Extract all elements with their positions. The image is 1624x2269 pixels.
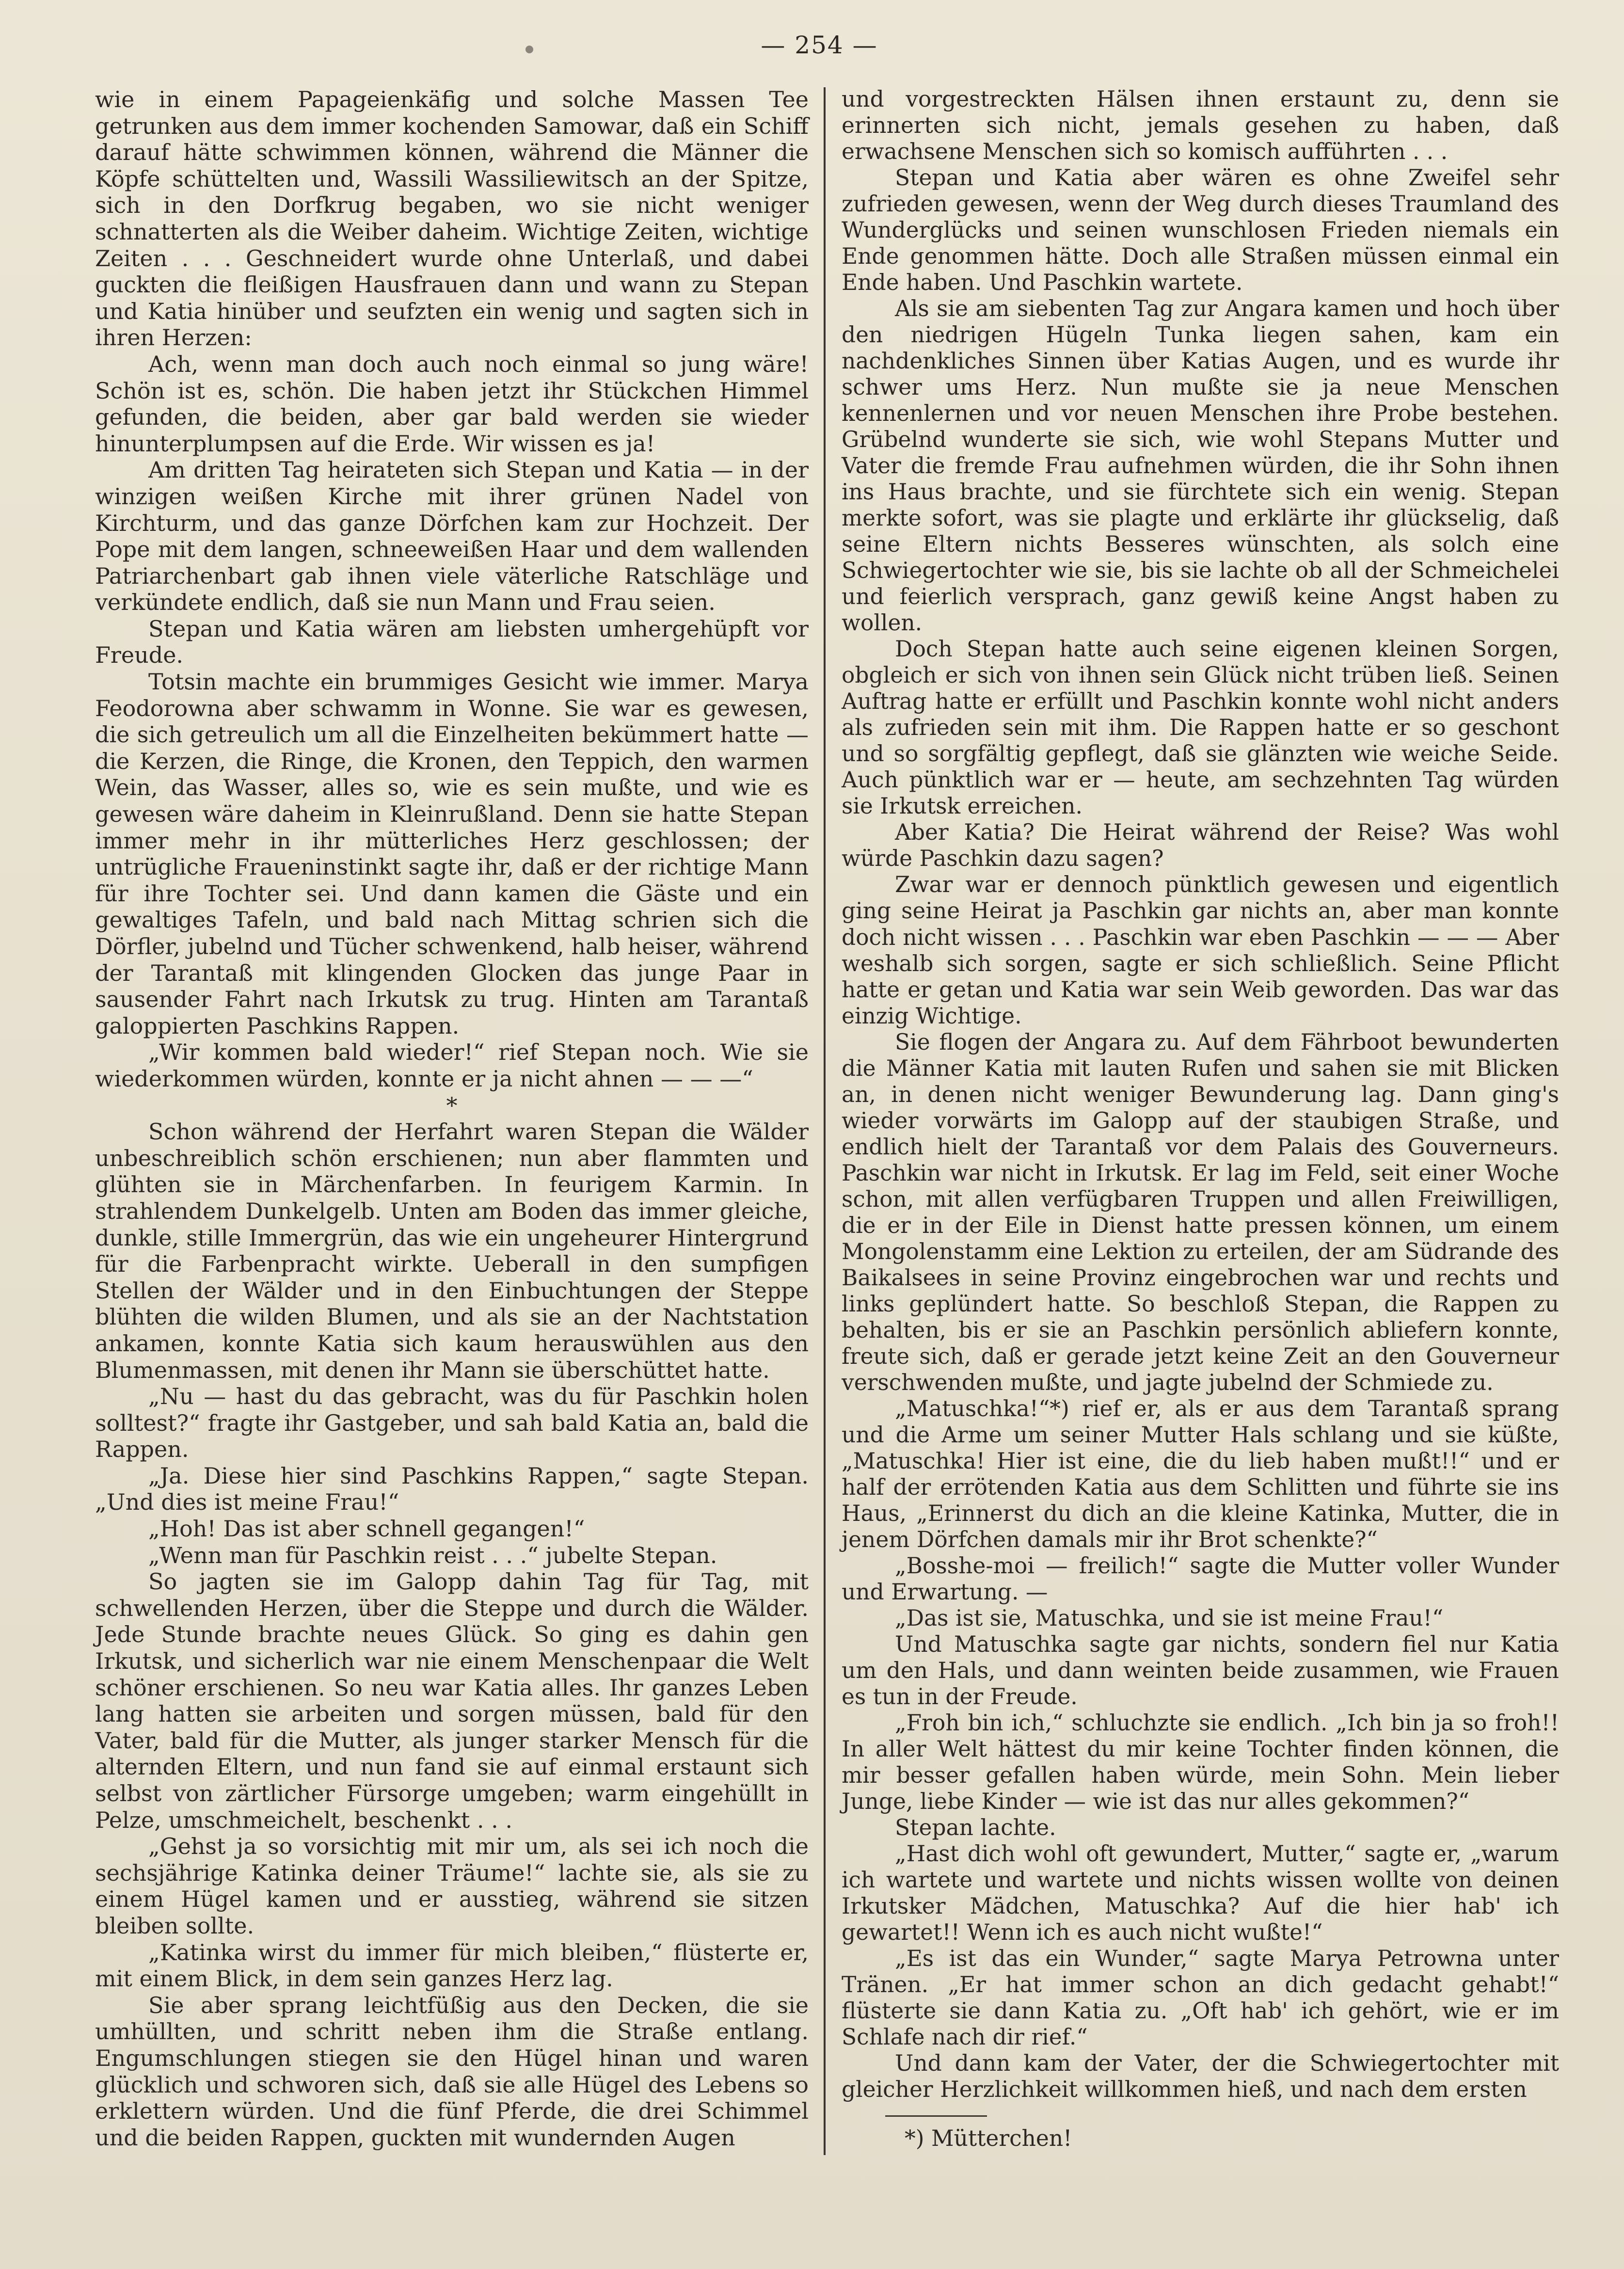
paragraph: Und Matuschka sagte gar nichts, sondern fiel nur Katia um den Hals, und dann weinten beide zusammen, wie Frauen es tun in der Freude.: [842, 1631, 1559, 1710]
paragraph: „Wir kommen bald wieder!“ rief Stepan noch. Wie sie wiederkommen würden, konnte er ja nicht ahnen — — —“: [95, 1039, 809, 1092]
paragraph: „Es ist das ein Wunder,“ sagte Marya Petrowna unter Tränen. „Er hat immer schon an dich gedacht gehabt!“ flüsterte sie dann Katia zu. „Oft hab' ich gehört, wie er im Schlafe nach dir rief.“: [842, 1946, 1559, 2050]
paragraph: wie in einem Papageienkäfig und solche Massen Tee getrunken aus dem immer kochenden Samowar, daß ein Schiff darauf hätte schwimmen können, während die Männer die Köpfe schüttelten und, Wassili Wassiliewitsch an der Spitze, sich in den Dorfkrug begaben, wo sie nicht weniger schnatterten als die Weiber daheim. Wichtige Zeiten, wichtige Zeiten . . . Geschneidert wurde ohne Unterlaß, und dabei guckten die fleißigen Hausfrauen dann und wann zu Stepan und Katia hinüber und seufzten ein wenig und sagten sich in ihren Herzen:: [95, 86, 809, 351]
paragraph: Aber Katia? Die Heirat während der Reise? Was wohl würde Paschkin dazu sagen?: [842, 819, 1559, 872]
right-column-paragraphs: [842, 86, 1559, 2103]
paragraph: und vorgestreckten Hälsen ihnen erstaunt zu, denn sie erinnerten sich nicht, jemals gesehen zu haben, daß erwachsene Menschen sich so komisch aufführten . . .: [842, 86, 1559, 165]
right-column: [842, 86, 1559, 2152]
footnote-rule: [885, 2115, 987, 2117]
paragraph: Stepan und Katia aber wären es ohne Zweifel sehr zufrieden gewesen, wenn der Weg durch dieses Traumland des Wunderglücks und seinen wunschlosen Frieden niemals ein Ende genommen hätte. Doch alle Straßen müssen einmal ein Ende haben. Und Paschkin wartete.: [842, 165, 1559, 296]
paragraph: „Froh bin ich,“ schluchzte sie endlich. „Ich bin ja so froh!! In aller Welt hättest du mir keine Tochter finden können, die mir besser gefallen haben würde, mein Sohn. Mein lieber Junge, liebe Kinder — wie ist das nur alles gekommen?“: [842, 1710, 1559, 1815]
paragraph: Als sie am siebenten Tag zur Angara kamen und hoch über den niedrigen Hügeln Tunka liegen sahen, kam ein nachdenkliches Sinnen über Katias Augen, und es wurde ihr schwer ums Herz. Nun mußte sie ja neue Menschen kennenlernen und vor neuen Menschen ihre Probe bestehen. Grübelnd wunderte sie sich, wie wohl Stepans Mutter und Vater die fremde Frau aufnehmen würden, die ihr Sohn ihnen ins Haus brachte, und sie fürchtete sich ein wenig. Stepan merkte sofort, was sie plagte und erklärte ihr glückselig, daß seine Eltern nichts Besseres wünschten, als solch eine Schwiegertochter wie sie, bis sie lachte ob all der Schmeichelei und feierlich versprach, ganz gewiß keine Angst haben zu wollen.: [842, 296, 1559, 636]
paragraph: Am dritten Tag heirateten sich Stepan und Katia — in der winzigen weißen Kirche mit ihrer grünen Nadel von Kirchturm, und das ganze Dörfchen kam zur Hochzeit. Der Pope mit dem langen, schneeweißen Haar und dem wallenden Patriarchenbart gab ihnen viele väterliche Ratschläge und verkündete endlich, daß sie nun Mann und Frau seien.: [95, 457, 809, 616]
paragraph: „Das ist sie, Matuschka, und sie ist meine Frau!“: [895, 1605, 1444, 1631]
paragraph: Sie flogen der Angara zu. Auf dem Fährboot bewunderten die Männer Katia mit lauten Rufen und sahen sie mit Blicken an, in denen nicht weniger Bewunderung lag. Dann ging's wieder vorwärts im Galopp auf der staubigen Straße, und endlich hielt der Tarantaß vor dem Palais des Gouverneurs. Paschkin war nicht in Irkutsk. Er lag im Feld, seit einer Woche schon, mit allen verfügbaren Truppen und allen Freiwilligen, die er in der Eile in Dienst hatte pressen können, um einem Mongolenstamm eine Lektion zu erteilen, der am Südrande des Baikalsees in seine Provinz eingebrochen war und rechts und links geplündert hatte. So beschloß Stepan, die Rappen zu behalten, bis er sie an Paschkin persönlich abliefern konnte, freute sich, daß er gerade jetzt keine Zeit an den Gouverneur verschwenden mußte, und jagte jubelnd der Schmiede zu.: [842, 1029, 1559, 1395]
paragraph: „Ja. Diese hier sind Paschkins Rappen,“ sagte Stepan. „Und dies ist meine Frau!“: [95, 1462, 809, 1516]
column-divider: [824, 87, 826, 2155]
section-separator: *: [446, 1092, 458, 1119]
paragraph: „Gehst ja so vorsichtig mit mir um, als sei ich noch die sechsjährige Katinka deiner Träume!“ lachte sie, als sie zu einem Hügel kamen und er ausstieg, während sie sitzen bleiben sollte.: [95, 1833, 809, 1939]
paragraph: „Hoh! Das ist aber schnell gegangen!“: [148, 1516, 585, 1542]
paragraph: Schon während der Herfahrt waren Stepan die Wälder unbeschreiblich schön erschienen; nun aber flammten und glühten sie in Märchenfarben. In feurigem Karmin. In strahlendem Dunkelgelb. Unten am Boden das immer gleiche, dunkle, stille Immergrün, das wie ein ungeheurer Hintergrund für die Farbenpracht wirkte. Ueberall in den sumpfigen Stellen der Wälder und in den Einbuchtungen der Steppe blühten die wilden Blumen, und als sie an der Nachtstation ankamen, konnte Katia sich kaum herauswühlen aus den Blumenmassen, mit denen ihr Mann sie überschüttet hatte.: [95, 1119, 809, 1383]
paragraph: Zwar war er dennoch pünktlich gewesen und eigentlich ging seine Heirat ja Paschkin gar nichts an, aber man konnte doch nicht wissen . . . Paschkin war eben Paschkin — — — Aber weshalb sich sorgen, sagte er sich schließlich. Seine Pflicht hatte er getan und Katia war sein Weib geworden. Das war das einzig Wichtige.: [842, 872, 1559, 1029]
paragraph: „Hast dich wohl oft gewundert, Mutter,“ sagte er, „warum ich wartete und wartete und nichts wissen wollte von deinen Irkutsker Mädchen, Matuschka? Auf die hier hab' ich gewartet!! Wenn ich es auch nicht wußte!“: [842, 1841, 1559, 1946]
paragraph: „Bosshe-moi — freilich!“ sagte die Mutter voller Wunder und Erwartung. —: [842, 1552, 1559, 1605]
paragraph: Stepan lachte.: [895, 1815, 1056, 1841]
paragraph: „Matuschka!“*) rief er, als er aus dem Tarantaß sprang und die Arme um seiner Mutter Hals schlang und sie küßte, „Matuschka! Hier ist eine, die du lieb haben mußt!!“ und er half der errötenden Katia aus dem Schlitten und führte sie ins Haus, „Erinnerst du dich an die kleine Katinka, Mutter, die in jenem Dörfchen damals mir ihr Brot schenkte?“: [842, 1395, 1559, 1552]
paragraph: „Nu — hast du das gebracht, was du für Paschkin holen solltest?“ fragte ihr Gastgeber, und sah bald Katia an, bald die Rappen.: [95, 1383, 809, 1463]
ink-dot: [525, 46, 533, 53]
paragraph: Sie aber sprang leichtfüßig aus den Decken, die sie umhüllten, und schritt neben ihm die Straße entlang. Engumschlungen stiegen sie den Hügel hinan und waren glücklich und schworen sich, daß sie alle Hügel des Lebens so erklettern würden. Und die fünf Pferde, die drei Schimmel und die beiden Rappen, guckten mit wundernden Augen: [95, 1992, 809, 2151]
page-number: — 254 —: [761, 31, 878, 59]
paragraph: So jagten sie im Galopp dahin Tag für Tag, mit schwellenden Herzen, über die Steppe und durch die Wälder. Jede Stunde brachte neues Glück. So ging es dahin gen Irkutsk, und sicherlich war nie einem Menschenpaar die Welt schöner erschienen. So neu war Katia alles. Ihr ganzes Leben lang hatten sie arbeiten und sorgen müssen, bald für den Vater, bald für die Mutter, als junger starker Mensch für die alternden Eltern, und nun fand sie auf einmal erstaunt sich selbst von zärtlicher Fürsorge umgeben; warm eingehüllt in Pelze, umschmeichelt, beschenkt . . .: [95, 1568, 809, 1833]
paragraph: Doch Stepan hatte auch seine eigenen kleinen Sorgen, obgleich er sich von ihnen sein Glück nicht trüben ließ. Seinen Auftrag hatte er erfüllt und Paschkin konnte wohl nicht anders als zufrieden sein mit ihm. Die Rappen hatte er so geschont und so sorgfältig gepflegt, daß sie glänzten wie weiche Seide. Auch pünktlich war er — heute, am sechzehnten Tag würden sie Irkutsk erreichen.: [842, 636, 1559, 819]
paragraph: Ach, wenn man doch auch noch einmal so jung wäre! Schön ist es, schön. Die haben jetzt ihr Stückchen Himmel gefunden, die beiden, aber gar bald werden sie wieder hinunterplumpsen auf die Erde. Wir wissen es ja!: [95, 351, 809, 457]
paragraph: „Wenn man für Paschkin reist . . .“ jubelte Stepan.: [148, 1542, 717, 1568]
paragraph: Stepan und Katia wären am liebsten umhergehüpft vor Freude.: [95, 615, 809, 669]
paragraph: Und dann kam der Vater, der die Schwiegertochter mit gleicher Herzlichkeit willkommen hieß, und nach dem ersten: [842, 2050, 1559, 2103]
paragraph: Totsin machte ein brummiges Gesicht wie immer. Marya Feodorowna aber schwamm in Wonne. Sie war es gewesen, die sich getreulich um all die Einzelheiten bekümmert hatte — die Kerzen, die Ringe, die Kronen, den Teppich, den warmen Wein, das Wasser, alles so, wie es sein mußte, und wie es gewesen wäre daheim in Kleinrußland. Denn sie hatte Stepan immer mehr in ihr mütterliches Herz geschlossen; der untrügliche Fraueninstinkt sagte ihr, daß er der richtige Mann für ihre Tochter sei. Und dann kamen die Gäste und ein gewaltiges Tafeln, und bald nach Mittag schrien sich die Dörfler, jubelnd und Tücher schwenkend, halb heiser, während der Tarantaß mit klingenden Glocken das junge Paar in sausender Fahrt nach Irkutsk zu trug. Hinten am Tarantaß galoppierten Paschkins Rappen.: [95, 669, 809, 1039]
footnote: *) Mütterchen!: [905, 2125, 1072, 2152]
left-column: [95, 86, 809, 2151]
paragraph: „Katinka wirst du immer für mich bleiben,“ flüsterte er, mit einem Blick, in dem sein ganzes Herz lag.: [95, 1939, 809, 1992]
